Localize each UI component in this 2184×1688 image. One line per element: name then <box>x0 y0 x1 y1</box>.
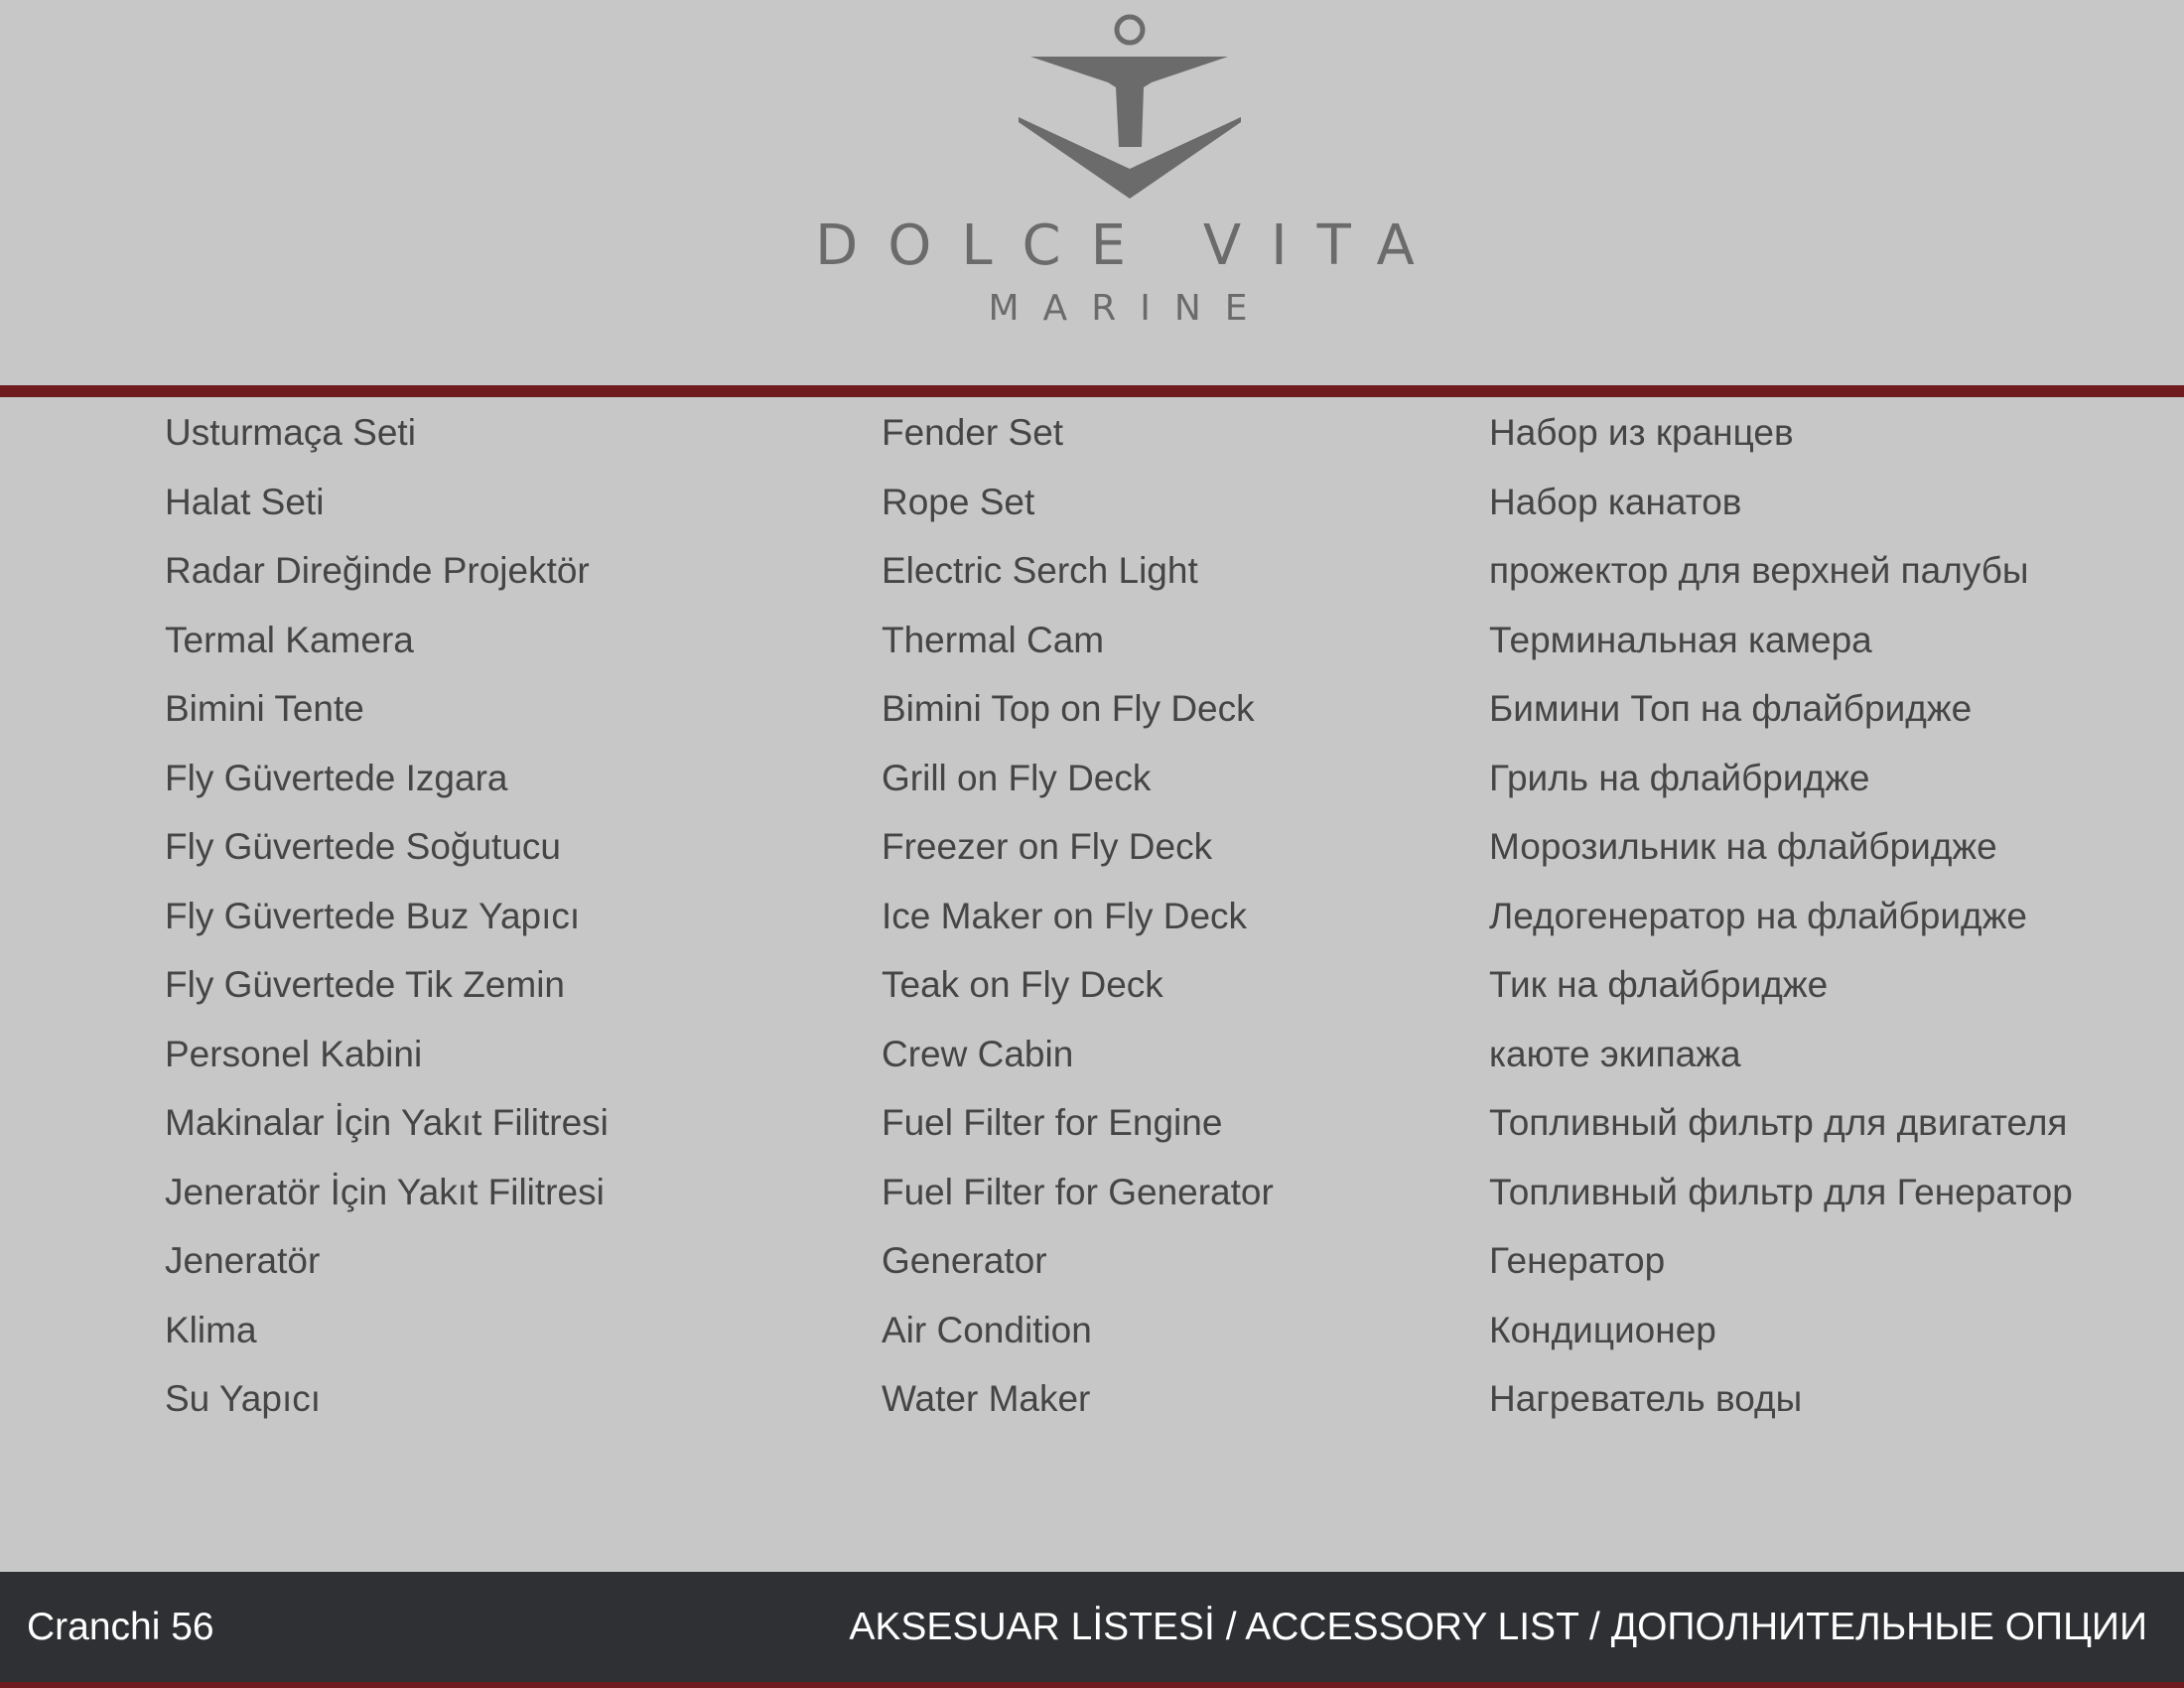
list-item: Halat Seti <box>165 481 325 522</box>
list-item: Klima <box>165 1309 257 1350</box>
list-item: Гриль на флайбридже <box>1489 757 1870 798</box>
list-item: Набор канатов <box>1489 481 1742 522</box>
list-item: Su Yapıcı <box>165 1378 322 1419</box>
list-item: Thermal Cam <box>882 619 1105 660</box>
brand-logo <box>0 0 2184 385</box>
list-item: Crew Cabin <box>882 1033 1074 1074</box>
list-item: Fly Güvertede Soğutucu <box>165 826 561 867</box>
accessory-list-turkish <box>165 398 609 1434</box>
list-item: Генератор <box>1489 1240 1666 1281</box>
list-item: Teak on Fly Deck <box>882 964 1163 1005</box>
list-item: Кондиционер <box>1489 1309 1716 1350</box>
list-item: Electric Serch Light <box>882 550 1198 591</box>
accessory-list-english <box>882 398 1274 1434</box>
boat-model-label: Cranchi 56 <box>27 1606 214 1648</box>
document-title: AKSESUAR LİSTESİ / ACCESSORY LIST / ДОПОЛНИТЕЛЬНЫЕ ОПЦИИ <box>849 1606 2147 1648</box>
list-item: Тик на флайбридже <box>1489 964 1829 1005</box>
accessory-list-russian <box>1489 398 2073 1434</box>
brand-name: DOLCE VITA <box>815 213 1444 278</box>
list-item: Usturmaça Seti <box>165 412 416 453</box>
list-item: Ледогенератор на флайбридже <box>1489 895 2027 936</box>
header-divider <box>0 385 2184 397</box>
list-item: Топливный фильтр для двигателя <box>1489 1102 2068 1143</box>
list-item: Fly Güvertede Tik Zemin <box>165 964 566 1005</box>
list-item: Fender Set <box>882 412 1064 453</box>
list-item: Терминальная камера <box>1489 619 1872 660</box>
list-item: Grill on Fly Deck <box>882 757 1152 798</box>
list-item: Морозильник на флайбридже <box>1489 826 1997 867</box>
list-item: Bimini Tente <box>165 688 364 729</box>
list-item: Ice Maker on Fly Deck <box>882 895 1248 936</box>
list-item: Rope Set <box>882 481 1035 522</box>
list-item: Air Condition <box>882 1309 1092 1350</box>
list-item: Бимини Топ на флайбридже <box>1489 688 1973 729</box>
list-item: Нагреватель воды <box>1489 1378 1803 1419</box>
anchor-bird-emblem-icon <box>0 0 2184 385</box>
list-item: Fuel Filter for Generator <box>882 1171 1274 1212</box>
list-item: Personel Kabini <box>165 1033 423 1074</box>
list-item: прожектор для верхней палубы <box>1489 550 2029 591</box>
list-item: Bimini Top on Fly Deck <box>882 688 1255 729</box>
list-item: Freezer on Fly Deck <box>882 826 1213 867</box>
list-item: Fly Güvertede Buz Yapıcı <box>165 895 581 936</box>
list-item: Топливный фильтр для Генератор <box>1489 1171 2073 1212</box>
list-item: Jeneratör İçin Yakıt Filitresi <box>165 1171 605 1212</box>
brand-subtitle: MARINE <box>988 288 1272 329</box>
list-item: каюте экипажа <box>1489 1033 1741 1074</box>
list-item: Radar Direğinde Projektör <box>165 550 590 591</box>
list-item: Jeneratör <box>165 1240 321 1281</box>
list-item: Generator <box>882 1240 1047 1281</box>
list-item: Fly Güvertede Izgara <box>165 757 508 798</box>
list-item: Набор из кранцев <box>1489 412 1794 453</box>
list-item: Makinalar İçin Yakıt Filitresi <box>165 1102 609 1143</box>
list-item: Water Maker <box>882 1378 1091 1419</box>
list-item: Termal Kamera <box>165 619 414 660</box>
page-footer <box>0 1572 2184 1688</box>
list-item: Fuel Filter for Engine <box>882 1102 1223 1143</box>
